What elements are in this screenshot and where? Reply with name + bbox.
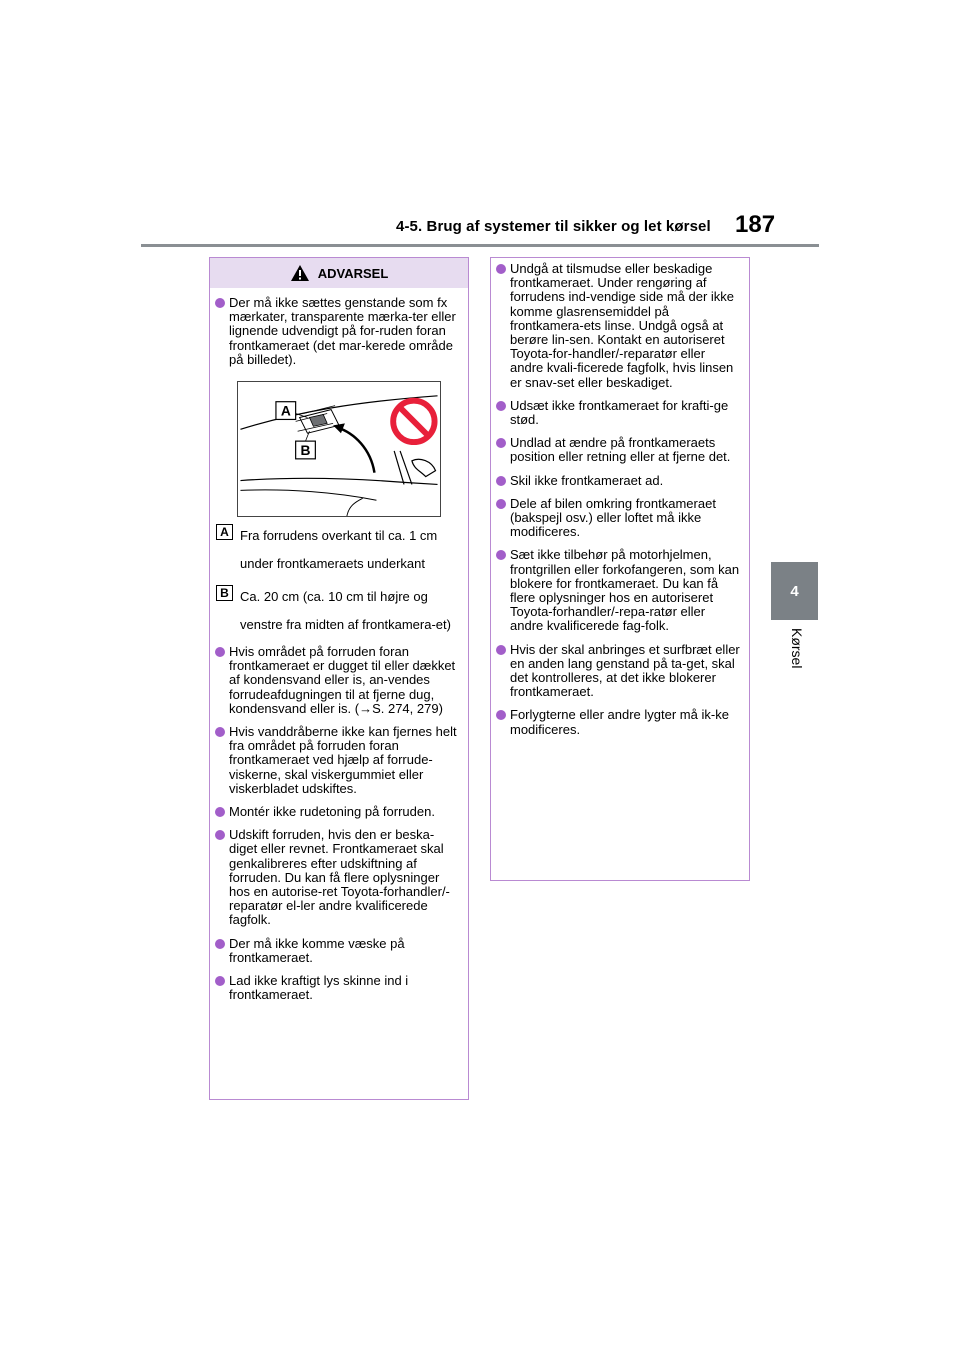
- bullet-left-6: Lad ikke kraftigt lys skinne ind i frontkameraet.: [210, 974, 460, 1002]
- bullet-intro: Der må ikke sættes genstande som fx mærkater, transparente mærka-ter eller lignende udvendigt på for-ruden foran frontkameraet (det mar-kerede område på billedet).: [210, 296, 460, 367]
- bullet-right-8: Forlygterne eller andre lygter må ik-ke modificeres.: [491, 708, 741, 736]
- page-number: 187: [735, 211, 776, 238]
- illustration-label-a: A: [280, 403, 291, 419]
- warning-triangle-icon: [290, 264, 310, 282]
- bullet-right-6: Sæt ikke tilbehør på motorhjelmen, frontgrillen eller forkofangeren, som kan blokere for frontkameraet. Du kan få flere oplysninger hos en autoriseret Toyota-forhandler/-repa-ratør eller andre kvalificerede fag-folk.: [491, 548, 741, 633]
- chapter-number: 4: [790, 582, 799, 600]
- header-rule: [141, 244, 819, 247]
- windshield-camera-illustration: [237, 381, 441, 517]
- bullet-left-3: Montér ikke rudetoning på forruden.: [210, 805, 460, 819]
- warning-box-right: [490, 257, 750, 881]
- bullet-left-4: Udskift forruden, hvis den er beska-diget eller revnet. Frontkameraet skal genkalibreres efter udskiftning af forruden. Du kan få flere oplysninger hos en autorise-ret Toyota-forhandler/-reparatør el-ler andre kvalificerede fagfolk.: [210, 828, 460, 927]
- bullet-right-3: Undlad at ændre på frontkameraets position eller retning eller at fjerne det.: [491, 436, 741, 464]
- warning-title: ADVARSEL: [317, 265, 389, 281]
- bullet-left-1: Hvis området på forruden foran frontkameraet er dugget til eller dækket af kondensvand eller is, an-vendes forrudeafdugningen til at fjerne dug, kondensvand eller is. (→S. 274, 279): [210, 645, 460, 716]
- item-row-b: [210, 583, 468, 639]
- bullet-right-1: Undgå at tilsmudse eller beskadige frontkameraet. Under rengøring af forrudens ind-vendige side må der ikke komme glasrensemiddel på frontkamera-ets linse. Undgå også at berøre lin-sen. Kontakt en autoriseret Toyota-for-handler/-reparatør eller andre kvali-ficerede fagfolk, hvis linsen er snav-set eller beskadiget.: [491, 262, 741, 390]
- warning-box-left: [209, 257, 469, 1100]
- illustration-label-b: B: [300, 442, 311, 458]
- bullet-left-2: Hvis vanddråberne ikke kan fjernes helt fra området på forruden foran frontkameraet ved hjælp af forrude-viskerne, skal viskergummiet eller viskerbladet udskiftes.: [210, 725, 460, 796]
- bullet-right-4: Skil ikke frontkameraet ad.: [491, 474, 741, 488]
- marker-a: A: [216, 524, 233, 540]
- marker-b: B: [216, 585, 233, 601]
- chapter-tab[interactable]: [771, 562, 818, 620]
- bullet-right-2: Udsæt ikke frontkameraet for krafti-ge stød.: [491, 399, 741, 427]
- bullet-right-7: Hvis der skal anbringes et surfbræt eller en anden lang genstand på ta-get, skal det kontrolleres, at det ikke blokerer frontkameraet.: [491, 643, 741, 700]
- item-text-b: Ca. 20 cm (ca. 10 cm til højre og venstre fra midten af frontkamera-et): [240, 589, 451, 633]
- warning-header: [210, 258, 468, 288]
- item-text-a: Fra forrudens overkant til ca. 1 cm under frontkameraets underkant: [240, 528, 438, 572]
- section-title: 4-5. Brug af systemer til sikker og let kørsel: [396, 218, 711, 235]
- chapter-label: Kørsel: [789, 628, 805, 669]
- bullet-right-5: Dele af bilen omkring frontkameraet (bakspejl osv.) eller loftet må ikke modificeres.: [491, 497, 741, 540]
- bullet-left-5: Der må ikke komme væske på frontkameraet.: [210, 937, 460, 965]
- item-row-a: [210, 522, 468, 578]
